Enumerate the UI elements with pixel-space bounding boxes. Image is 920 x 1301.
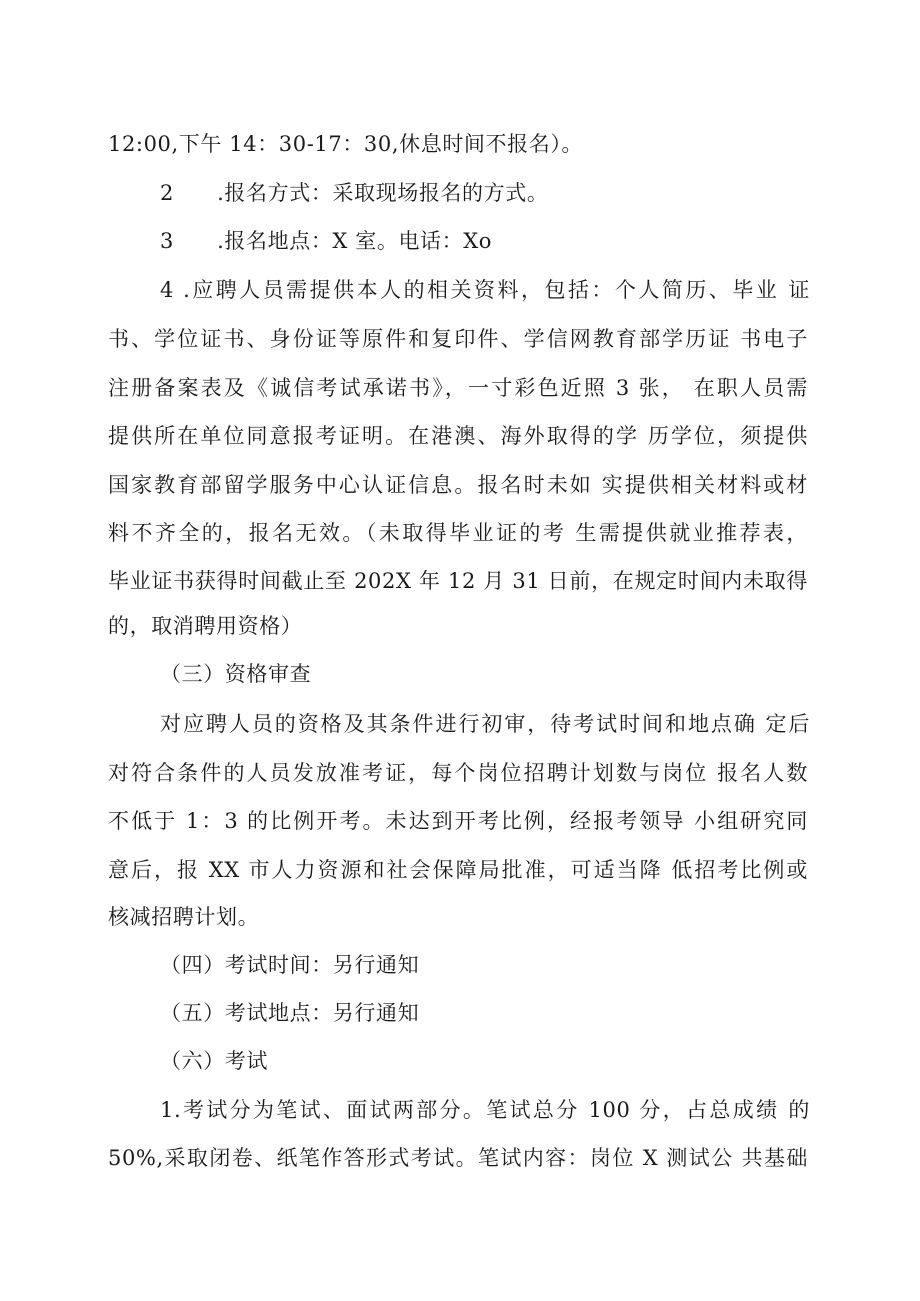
- text-line: 的，取消聘用资格）: [108, 614, 303, 638]
- text-line: 毕业证书获得时间截止至 202X 年 12 月 31 日前，在规定时间内未取得: [108, 569, 808, 593]
- section-heading: （六）考试: [160, 1049, 268, 1073]
- text-line: 不低于 1：3 的比例开考。未达到开考比例，经报考领导 小组研究同: [108, 809, 808, 833]
- text-line: 1.考试分为笔试、面试两部分。笔试总分 100 分，占总成绩 的: [160, 1098, 810, 1122]
- text-line: 料不齐全的，报名无效。（未取得毕业证的考 生需提供就业推荐表，: [108, 521, 808, 545]
- text-line: 对应聘人员的资格及其条件进行初审，待考试时间和地点确 定后: [160, 712, 810, 736]
- text-line: 核减招聘计划。: [108, 905, 260, 929]
- text-line: 对符合条件的人员发放准考证，每个岗位招聘计划数与岗位 报名人数: [108, 761, 808, 785]
- text-line: 12:00,下午 14：30-17：30,休息时间不报名）。: [108, 132, 584, 156]
- text-line: 4 .应聘人员需提供本人的相关资料，包括：个人简历、毕业 证: [160, 278, 810, 302]
- text-line: 注册备案表及《诚信考试承诺书》，一寸彩色近照 3 张， 在职人员需: [108, 376, 808, 400]
- text-line: 50%,采取闭卷、纸笔作答形式考试。笔试内容：岗位 X 测试公 共基础: [108, 1146, 808, 1170]
- text-line: 书、学位证书、身份证等原件和复印件、学信网教育部学历证 书电子: [108, 327, 808, 351]
- text-line: 2 .报名方式：采取现场报名的方式。: [160, 181, 549, 205]
- text-line: 国家教育部留学服务中心认证信息。报名时未如 实提供相关材料或材: [108, 473, 808, 497]
- section-heading: （五）考试地点：另行通知: [160, 1001, 420, 1025]
- text-line: 提供所在单位同意报考证明。在港澳、海外取得的学 历学位，须提供: [108, 424, 808, 448]
- section-heading: （三）资格审查: [160, 662, 312, 686]
- text-line: 意后，报 XX 市人力资源和社会保障局批准，可适当降 低招考比例或: [108, 858, 808, 882]
- text-line: 3 .报名地点：X 室。电话：Xo: [160, 229, 493, 253]
- section-heading: （四）考试时间：另行通知: [160, 953, 420, 977]
